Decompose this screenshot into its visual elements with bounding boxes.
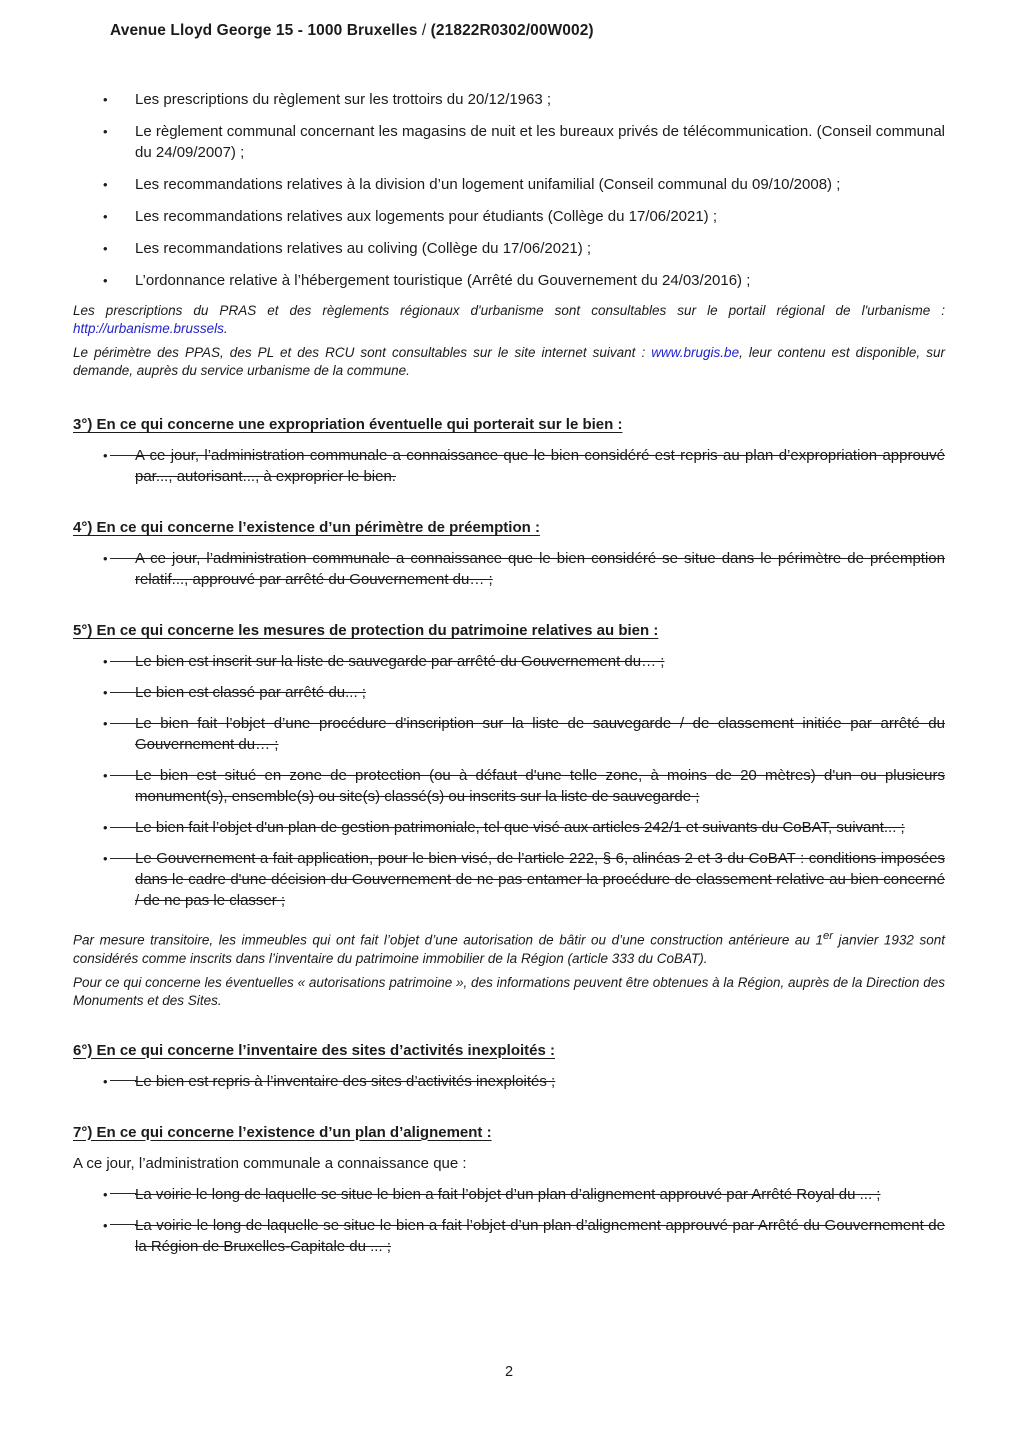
section-4-list <box>73 548 945 590</box>
struck-option-text: Le bien est classé par arrêté du... ; <box>135 684 366 701</box>
struck-option-text: La voirie le long de laquelle se situe le bien a fait l’objet d’un plan d’alignement approuvé par Arrêté Royal du ... ; <box>135 1185 881 1203</box>
section-7-plan-alignement <box>73 1122 945 1257</box>
bullet-icon: • <box>103 273 108 288</box>
note-text: Les prescriptions du PRAS et des règlements régionaux d'urbanisme sont consultables sur le portail régional de l'urbanisme : <box>73 303 945 318</box>
note-text: , leur contenu est disponible, sur demande, auprès du service urbanisme de la commune. <box>73 345 945 378</box>
list-item <box>103 206 945 227</box>
bullet-icon: • <box>103 124 108 139</box>
bullet-icon: • <box>103 177 108 192</box>
bullet-icon: • <box>103 1217 108 1233</box>
section-5-title: 5°) En ce qui concerne les mesures de protection du patrimoine relatives au bien : <box>73 622 659 639</box>
list-item <box>103 270 945 291</box>
list-item-text: Les recommandations relatives au coliving (Collège du 17/06/2021) ; <box>135 240 592 257</box>
section-7-intro: A ce jour, l’administration communale a connaissance que : <box>73 1154 467 1172</box>
page-content <box>73 0 945 1267</box>
section-5-patrimoine <box>73 620 945 911</box>
bullet-icon: • <box>103 654 108 669</box>
section-7-title: 7°) En ce qui concerne l’existence d’un plan d’alignement : <box>73 1123 492 1141</box>
struck-option-text: Le bien est situé en zone de protection (ou à défaut d'une telle zone, à moins de 20 mètres) d'un ou plusieurs monument(s), ensemble(s) ou site(s) classé(s) ou inscrits sur la liste de sauvegarde ; <box>135 767 945 805</box>
note-pras <box>73 302 945 338</box>
bullet-icon: • <box>103 1186 108 1202</box>
struck-option-text: La voirie le long de laquelle se situe le bien a fait l’objet d’un plan d’alignement approuvé par Arrêté du Gouvernement de la Région de Bruxelles-Capitale du ... ; <box>135 1216 945 1255</box>
list-item-struck <box>103 817 945 838</box>
list-item-struck <box>103 651 945 672</box>
list-item-struck <box>103 1071 945 1092</box>
list-item-text: Les recommandations relatives à la division d’un logement unifamilial (Conseil communal du 09/10/2008) ; <box>135 176 841 193</box>
list-item-text: Les prescriptions du règlement sur les trottoirs du 20/12/1963 ; <box>135 91 552 108</box>
list-item <box>103 89 945 110</box>
note-ppas <box>73 344 945 380</box>
list-item-struck <box>103 1215 945 1257</box>
brugis-link[interactable]: www.brugis.be <box>651 345 740 360</box>
patrimoine-notes <box>73 927 945 1010</box>
section-6-title: 6°) En ce qui concerne l’inventaire des sites d’activités inexploités : <box>73 1041 555 1059</box>
header-address: Avenue Lloyd George 15 - 1000 Bruxelles <box>110 22 418 39</box>
header-reference: (21822R0302/00W002) <box>430 22 594 39</box>
list-item <box>103 238 945 259</box>
note-text: Le périmètre des PPAS, des PL et des RCU sont consultables sur le site internet suivant : <box>73 345 652 360</box>
superscript-er: er <box>822 930 833 942</box>
bullet-icon: • <box>103 209 108 224</box>
bullet-icon: • <box>103 716 108 731</box>
note-text: . <box>223 321 228 336</box>
intro-bullet-list <box>73 89 945 291</box>
list-item-text: L’ordonnance relative à l’hébergement touristique (Arrêté du Gouvernement du 24/03/2016) ; <box>135 272 751 289</box>
struck-option-text: Le bien est inscrit sur la liste de sauvegarde par arrêté du Gouvernement du… ; <box>135 653 665 670</box>
bullet-icon: • <box>103 820 108 835</box>
bullet-icon: • <box>103 685 108 700</box>
section-7-list <box>73 1184 945 1257</box>
section-5-list <box>73 651 945 911</box>
document-header <box>110 20 945 41</box>
list-item <box>103 174 945 195</box>
header-separator: / <box>417 22 431 39</box>
bullet-icon: • <box>103 851 108 866</box>
bullet-icon: • <box>103 92 108 107</box>
section-4-preemption <box>73 517 945 590</box>
list-item-text: Les recommandations relatives aux logements pour étudiants (Collège du 17/06/2021) ; <box>135 208 718 225</box>
note-text: Par mesure transitoire, les immeubles qui ont fait l’objet d’une autorisation de bâtir ou d’une construction antérieure au 1 <box>73 932 823 948</box>
urbanisme-brussels-link[interactable]: http://urbanisme.brussels <box>73 321 224 336</box>
section-6-list <box>73 1071 945 1092</box>
struck-option-text: Le bien fait l’objet d’une procédure d'inscription sur la liste de sauvegarde / de classement initiée par arrêté du Gouvernement du… ; <box>135 715 945 753</box>
section-3-list <box>73 445 945 487</box>
list-item-text: Le règlement communal concernant les magasins de nuit et les bureaux privés de télécommunication. (Conseil communal du 24/09/2007) ; <box>135 123 945 161</box>
list-item <box>103 121 945 163</box>
list-item-struck <box>103 848 945 911</box>
struck-option-text: Le Gouvernement a fait application, pour le bien visé, de l’article 222, § 6, alinéas 2 et 3 du CoBAT : conditions imposées dans le cadre d'une décision du Gouvernement de ne pas entamer la procédure de classement relative au bien concerné / de ne pas le classer ; <box>135 850 945 909</box>
section-3-expropriation <box>73 414 945 487</box>
bullet-icon: • <box>103 1073 108 1089</box>
note-autorisations-patrimoine: Pour ce qui concerne les éventuelles « autorisations patrimoine », des informations peuvent être obtenues à la Région, auprès de la Direction des Monuments et des Sites. <box>73 974 945 1008</box>
bullet-icon: • <box>103 448 108 463</box>
bullet-icon: • <box>103 551 108 566</box>
list-item-struck <box>103 682 945 703</box>
struck-option-text: Le bien est repris à l’inventaire des sites d’activités inexploités ; <box>135 1072 556 1090</box>
list-item-struck <box>103 765 945 807</box>
section-4-title: 4°) En ce qui concerne l’existence d’un périmètre de préemption : <box>73 519 540 536</box>
section-3-title: 3°) En ce qui concerne une expropriation éventuelle qui porterait sur le bien : <box>73 416 623 433</box>
struck-option-text: A ce jour, l’administration communale a connaissance que le bien considéré se situe dans le périmètre de préemption relatif..., approuvé par arrêté du Gouvernement du… ; <box>135 550 945 588</box>
bullet-icon: • <box>103 768 108 783</box>
bullet-icon: • <box>103 241 108 256</box>
list-item-struck <box>103 713 945 755</box>
list-item-struck <box>103 548 945 590</box>
note-text: janvier 1932 sont considérés comme inscrits dans l’inventaire du patrimoine immobilier de la Région (article 333 du CoBAT). <box>73 932 945 966</box>
regional-info-notes <box>73 302 945 380</box>
note-transitoire <box>73 927 945 968</box>
section-6-sites-inexploites <box>73 1040 945 1092</box>
struck-option-text: Le bien fait l’objet d'un plan de gestion patrimoniale, tel que visé aux articles 242/1 et suivants du CoBAT, suivant... ; <box>135 819 905 836</box>
page-number: 2 <box>504 1364 514 1380</box>
list-item-struck <box>103 1184 945 1205</box>
list-item-struck <box>103 445 945 487</box>
struck-option-text: A ce jour, l’administration communale a connaissance que le bien considéré est repris au plan d’expropriation approuvé par..., autorisant..., à exproprier le bien. <box>135 447 945 485</box>
